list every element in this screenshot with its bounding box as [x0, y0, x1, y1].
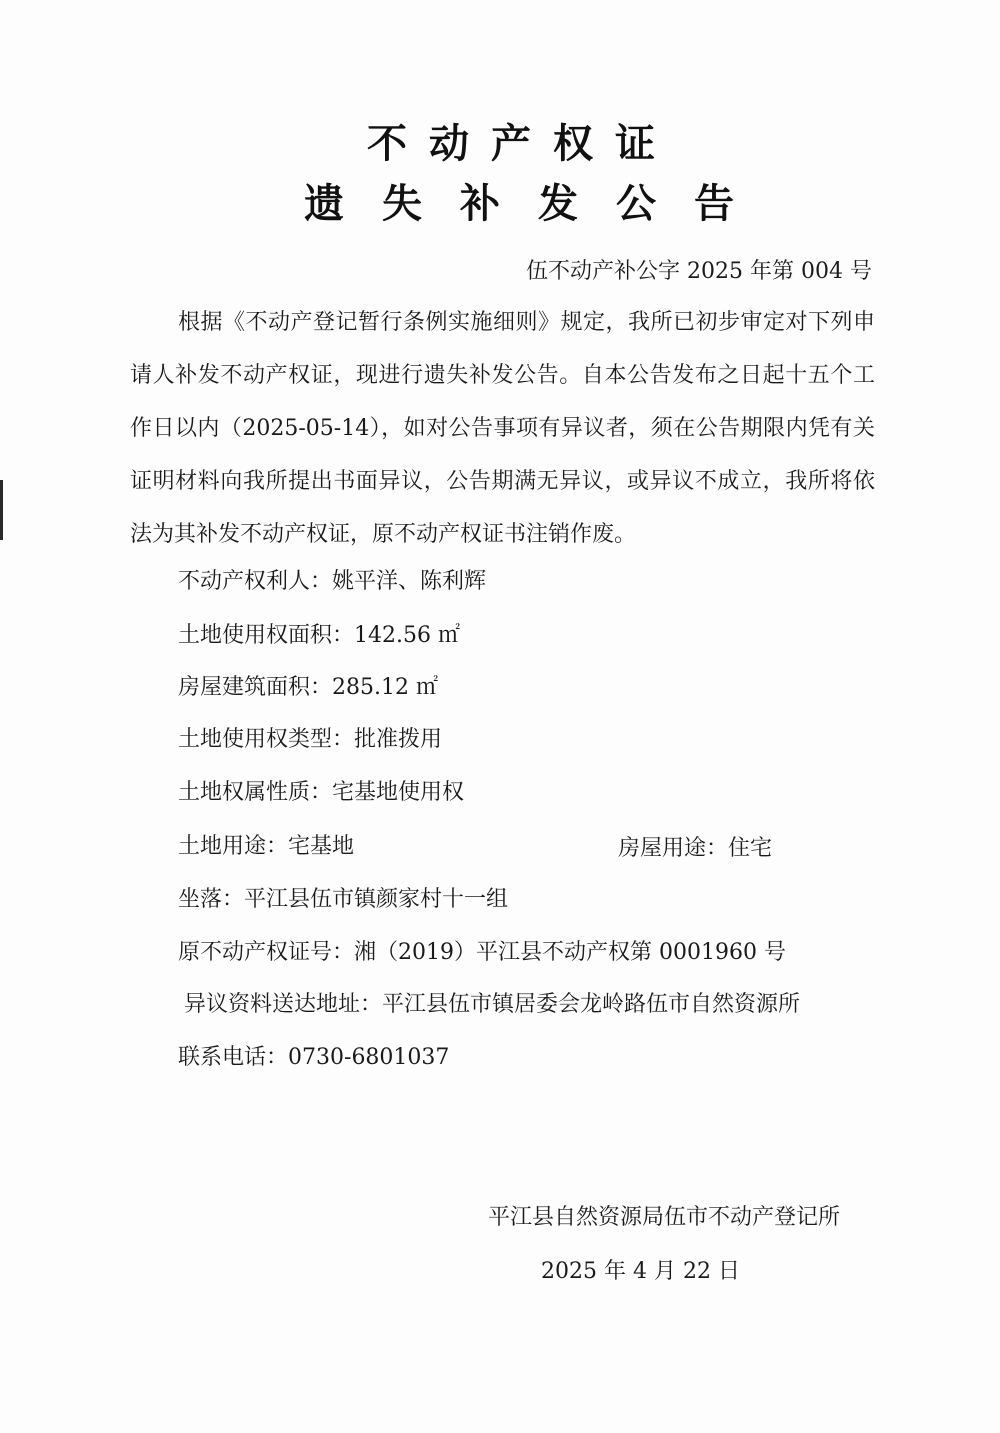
field-house-use-label: 房屋用途：: [618, 836, 729, 861]
field-objection-address-value: 平江县伍市镇居委会龙岭路伍市自然资源所: [382, 992, 801, 1017]
field-location-value: 平江县伍市镇颜家村十一组: [244, 887, 509, 912]
issue-date: 2025 年 4 月 22 日: [541, 1259, 740, 1284]
field-land-use: [178, 829, 354, 860]
field-land-nature-label: 土地权属性质：: [178, 780, 333, 805]
field-owner-label: 不动产权利人：: [178, 569, 333, 594]
field-land-use-label: 土地用途：: [178, 834, 289, 859]
scan-edge-mark: [0, 480, 3, 540]
title-line-1: 不动产权证: [367, 121, 677, 167]
field-land-area-value: 142.56 ㎡: [354, 623, 460, 648]
field-phone-value: 0730-6801037: [288, 1045, 450, 1070]
field-land-type-value: 批准拨用: [354, 727, 443, 752]
field-house-area-label: 房屋建筑面积：: [178, 675, 333, 700]
field-phone: [178, 1040, 449, 1071]
field-land-nature-value: 宅基地使用权: [332, 780, 465, 805]
field-original-cert-value: 湘（2019）平江县不动产权第 0001960 号: [354, 940, 786, 965]
field-house-area: [178, 670, 438, 701]
field-land-type: [178, 722, 442, 753]
field-owner-value: 姚平洋、陈利辉: [332, 569, 487, 594]
field-house-use: [618, 831, 772, 862]
issuing-organization: 平江县自然资源局伍市不动产登记所: [487, 1205, 840, 1230]
document-number: 伍不动产补公字 2025 年第 004 号: [526, 259, 872, 284]
field-house-area-value: 285.12 ㎡: [332, 675, 438, 700]
field-land-type-label: 土地使用权类型：: [178, 727, 355, 752]
field-objection-address: [184, 987, 800, 1018]
field-land-area: [178, 618, 460, 649]
field-land-use-value: 宅基地: [288, 834, 355, 859]
field-phone-label: 联系电话：: [178, 1045, 289, 1070]
field-original-cert-label: 原不动产权证号：: [178, 940, 355, 965]
title-line-2: 遗失补发公告: [304, 181, 772, 227]
field-house-use-value: 住宅: [728, 836, 773, 861]
field-owner: [178, 564, 486, 595]
field-location-label: 坐落：: [178, 887, 245, 912]
announcement-body: 根据《不动产登记暂行条例实施细则》规定，我所已初步审定对下列申请人补发不动产权证，现进行遗失补发公告。自本公告发布之日起十五个工作日以内（2025-05-14），如对公告事项有异议者，须在公告期限内凭有关证明材料向我所提出书面异议，公告期满无异议，或异议不成立，我所将依法为其补发不动产权证，原不动产权证书注销作废。: [130, 310, 875, 547]
field-original-cert: [178, 935, 786, 966]
field-land-nature: [178, 775, 464, 806]
field-land-area-label: 土地使用权面积：: [178, 623, 355, 648]
field-location: [178, 882, 508, 913]
field-objection-address-label: 异议资料送达地址：: [184, 992, 383, 1017]
